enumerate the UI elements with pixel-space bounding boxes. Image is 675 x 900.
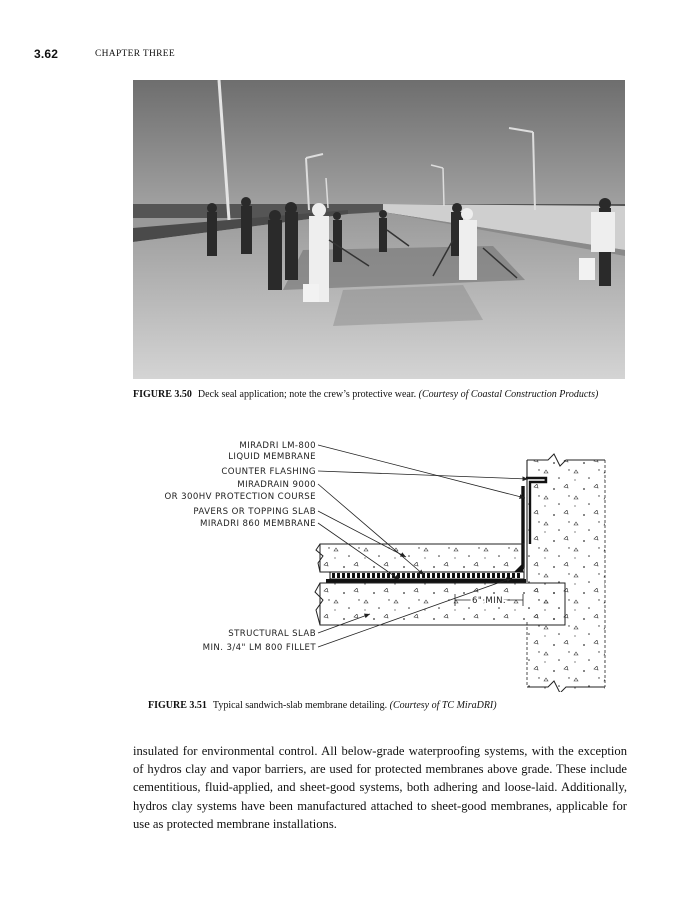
caption-credit: (Courtesy of Coastal Construction Products) — [418, 389, 599, 400]
callout-membrane-860: MIRADRI 860 MEMBRANE — [200, 519, 316, 529]
callout-counter-flashing: COUNTER FLASHING — [221, 467, 316, 477]
caption-text: Deck seal application; note the crew’s protective wear. — [197, 389, 417, 400]
deck-seal-photo — [133, 80, 625, 379]
sandwich-slab-detail-drawing — [130, 432, 630, 692]
figure-3-51-caption — [148, 699, 618, 712]
dimension-label: 6" MIN. — [471, 596, 507, 606]
body-paragraph: insulated for environmental control. All below-grade waterproofing systems, with the exception of hydros clay and vapor barriers, are used for protected membranes above grade. These include cementitious, fluid-applied, and sheet-good systems, both adhering and loose-laid. Additionally, hydros clay systems have been manufactured attached to sheet-good membranes, applicable for use as protected membrane installations. — [133, 744, 627, 831]
callout-structural-slab: STRUCTURAL SLAB — [228, 629, 316, 639]
callout-liquid-membrane-1: MIRADRI LM-800 — [239, 441, 316, 451]
callout-protection-course-2: OR 300HV PROTECTION COURSE — [164, 492, 316, 502]
page-number: 3.62 — [34, 47, 59, 61]
callout-topping-slab: PAVERS OR TOPPING SLAB — [193, 507, 316, 517]
caption-text: Typical sandwich-slab membrane detailing. — [212, 700, 388, 711]
callout-fillet: MIN. 3/4" LM 800 FILLET — [202, 643, 316, 653]
chapter-title: CHAPTER THREE — [95, 49, 175, 59]
callout-protection-course-1: MIRADRAIN 9000 — [237, 480, 316, 490]
caption-credit: (Courtesy of TC MiraDRI) — [389, 700, 497, 711]
figure-3-50-caption — [133, 388, 626, 401]
figure-label: FIGURE 3.50 — [133, 389, 192, 400]
figure-label: FIGURE 3.51 — [148, 700, 207, 711]
callout-liquid-membrane-2: LIQUID MEMBRANE — [228, 452, 316, 462]
